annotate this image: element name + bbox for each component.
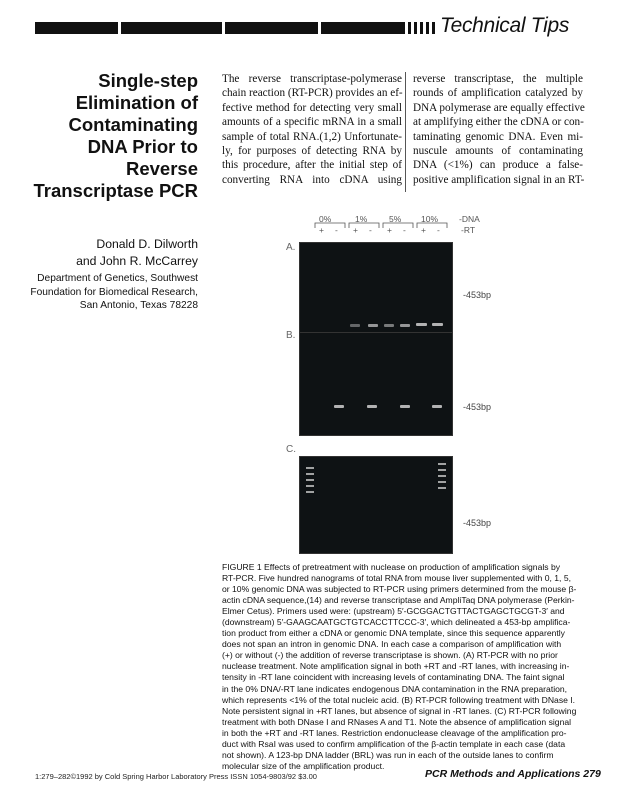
dna-ladder	[438, 463, 446, 493]
sign-label: -	[403, 225, 406, 235]
sign-label: +	[421, 225, 426, 235]
gel-band	[400, 405, 410, 408]
header-stripe	[408, 22, 411, 34]
article-title	[30, 70, 198, 202]
affiliation-line: San Antonio, Texas 78228	[79, 300, 198, 311]
percent-label: 5%	[389, 214, 402, 224]
body-column-1	[222, 72, 402, 187]
section-title: Technical Tips	[440, 14, 570, 37]
body-column-2	[413, 72, 583, 187]
body-line: sample of total RNA.(1,2) Unfortunate-	[222, 130, 402, 143]
body-line: The reverse transcriptase-polymerase	[222, 73, 402, 85]
gel-panel-c	[299, 456, 453, 554]
body-line: this procedure, after the initial step of	[222, 159, 402, 172]
dna-label: -DNA	[459, 214, 480, 224]
header-bar-gap	[118, 22, 121, 34]
body-line: amounts of a specific mRNA in a small	[222, 116, 402, 129]
column-rule	[405, 72, 406, 192]
header-stripe	[432, 22, 435, 34]
caption-line: FIGURE 1 Effects of pretreatment with nuclease on production of amplification signals by	[222, 562, 561, 572]
caption-line: in both the +RT and -RT lanes. Restriction endonuclease cleavage of the amplification pro-	[222, 727, 567, 738]
sign-label: +	[319, 225, 324, 235]
percent-label: 10%	[421, 214, 439, 224]
panel-letter: B.	[286, 330, 296, 341]
panel-letter: C.	[286, 444, 296, 455]
body-line: ly, for purposes of detecting RNA by	[222, 144, 402, 157]
header-stripe	[426, 22, 429, 34]
sign-label: -	[335, 225, 338, 235]
caption-line: nuclease treatment. Note amplification signal in both +RT and -RT lanes, with increasing in-	[222, 661, 570, 672]
caption-line: actin cDNA sequence,(14) and reverse transcriptase and AmpliTaq DNA polymerase (Perkin-	[222, 595, 575, 606]
caption-line: duct with RsaI was used to confirm amplification of the β-actin template in each case (data	[222, 738, 566, 749]
header-bar-gap	[318, 22, 321, 34]
body-line: converting RNA into cDNA using	[222, 173, 402, 186]
gel-band	[432, 323, 443, 326]
percent-label: 0%	[319, 214, 332, 224]
caption-line: treatment with both DNase I and RNases A and T1. Note the absence of amplification signal	[222, 716, 572, 727]
title-line: DNA Prior to	[87, 136, 198, 157]
gel-band	[384, 324, 394, 327]
body-line: taminating genomic DNA. Even mi-	[413, 130, 583, 143]
gel-band	[400, 324, 410, 327]
caption-line: Elmer Cetus). Primers used were: (upstream) 5′-GCGGACTGTTACTGAGCTGCGT-3′ and	[222, 606, 565, 617]
caption-line: molecular size of the amplification product.	[222, 760, 385, 771]
body-line: DNA polymerase are equally effective	[413, 101, 585, 114]
caption-line: does not span an intron in genomic DNA. In each case a comparison of amplification with	[222, 639, 562, 650]
caption-line: which represents <1% of the total nucleic acid. (B) RT-PCR following treatment with DNase I.	[222, 694, 576, 705]
gel-band	[416, 323, 427, 326]
caption-line: (+) or without (-) the addition of reverse transcriptase is shown. (A) RT-PCR with no prior	[222, 650, 558, 661]
gel-panel-a	[299, 242, 453, 344]
caption-line: in the 0% DNA/-RT lane indicates endogenous DNA contamination in the RNA preparation,	[222, 683, 568, 694]
gel-band	[350, 324, 360, 327]
gel-panel-b	[299, 332, 453, 436]
sign-label: +	[387, 225, 392, 235]
affiliation	[20, 272, 198, 313]
sign-label: +	[353, 225, 358, 235]
title-line: Single-step	[98, 70, 198, 91]
affiliation-line: Foundation for Biomedical Research,	[30, 286, 198, 298]
bp-marker-label: -453bp	[463, 402, 492, 412]
panel-letter: A.	[286, 242, 296, 253]
title-line: Transcriptase PCR	[33, 180, 198, 201]
rt-label: -RT	[461, 225, 476, 235]
body-line: nuscule amounts of contaminating	[413, 144, 583, 157]
header-stripe	[420, 22, 423, 34]
gel-figure	[283, 212, 583, 557]
caption-line: Note persistent signal in +RT lanes, but absence of signal in -RT lanes. (C) RT-PCR following	[222, 705, 577, 716]
body-line: reverse transcriptase, the multiple	[413, 73, 583, 85]
body-line: rounds of amplification catalyzed by	[413, 87, 583, 100]
footer-copyright: 1:279–282©1992 by Cold Spring Harbor Laboratory Press ISSN 1054-9803/92 $3.00	[35, 772, 317, 781]
caption-line: tion product from either a cDNA or genomic DNA template, since this sequence apparently	[222, 628, 565, 639]
gel-band	[334, 405, 344, 408]
caption-line: or 10% genomic DNA was subjected to RT-PCR using primers determined from the mouse β-	[222, 584, 577, 595]
body-line: DNA (<1%) can produce a false-	[413, 159, 583, 172]
percent-label: 1%	[355, 214, 368, 224]
dna-ladder	[306, 467, 314, 493]
caption-line: (downstream) 5′-GAAGCAATGCTGTCACCTTCCC-3′, which delineated a 453-bp amplifica-	[222, 617, 571, 628]
affiliation-line: Department of Genetics, Southwest	[37, 273, 198, 284]
title-line: Reverse	[125, 158, 198, 179]
caption-line: tensity in -RT lane coincident with increasing levels of contaminating DNA. The faint signal	[222, 672, 565, 683]
sign-label: -	[369, 225, 372, 235]
gel-band	[367, 405, 377, 408]
lane-bracket	[313, 222, 463, 236]
bp-marker-label: -453bp	[463, 290, 492, 300]
body-line: at amplifying either the cDNA or con-	[413, 116, 584, 129]
authors	[30, 236, 198, 270]
author-line: Donald D. Dilworth	[96, 237, 198, 251]
sign-label: -	[437, 225, 440, 235]
body-line: positive amplification signal in an RT-	[413, 173, 585, 186]
title-line: Elimination of	[75, 92, 198, 113]
bp-marker-label: -453bp	[463, 518, 492, 528]
header-stripe	[414, 22, 417, 34]
footer-journal-page: PCR Methods and Applications 279	[425, 768, 601, 780]
body-line: chain reaction (RT-PCR) provides an ef-	[222, 87, 403, 100]
header-bar-gap	[222, 22, 225, 34]
body-line: fective method for detecting very small	[222, 101, 402, 114]
title-line: Contaminating	[68, 114, 198, 135]
gel-band	[432, 405, 442, 408]
figure-caption	[222, 562, 584, 772]
gel-band	[368, 324, 378, 327]
caption-line: RT-PCR. Five hundred nanograms of total RNA from mouse liver supplemented with 0, 1, 5,	[222, 573, 572, 584]
caption-line: not shown). A 123-bp DNA ladder (BRL) was run in each of the outside lanes to confirm	[222, 749, 554, 760]
author-line: and John R. McCarrey	[76, 254, 198, 268]
